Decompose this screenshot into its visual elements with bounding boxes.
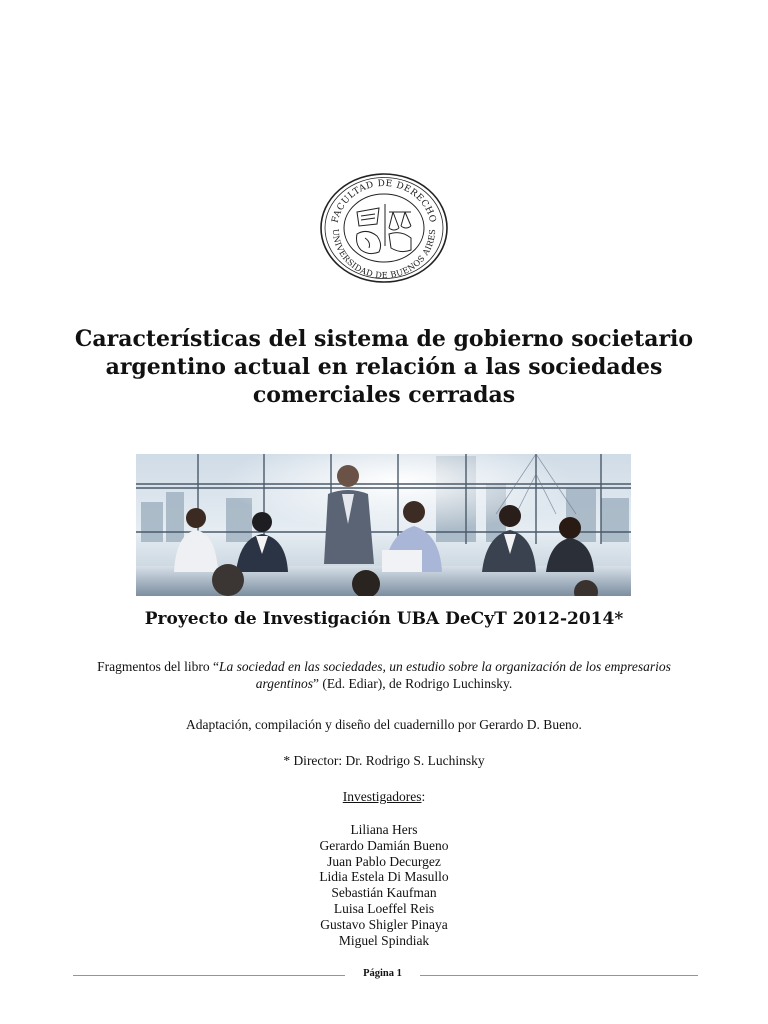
book-title: La sociedad en las sociedades, un estudio sobre la organización de los empresarios argentinos [219,659,671,691]
fragments-paragraph [70,658,698,692]
seal-bottom-text: UNIVERSIDAD DE BUENOS AIRES [330,228,438,281]
investigator-name: Juan Pablo Decurgez [327,853,441,869]
investigator-name: Luisa Loeffel Reis [333,900,435,916]
title-line-1: Características del sistema de gobierno societario [74,326,694,352]
project-title: Proyecto de Investigación UBA DeCyT 2012-2014* [144,609,624,629]
investigators-list [70,822,698,948]
fragments-suffix: ” (Ed. Ediar), de Rodrigo Luchinsky. [312,676,513,691]
document-title [60,325,708,409]
adaptation-credit: Adaptación, compilación y diseño del cuadernillo por Gerardo D. Bueno. [186,717,582,732]
meeting-photo [136,454,631,596]
investigator-name: Lidia Estela Di Masullo [319,869,449,885]
investigators-heading-label: Investigadores [342,789,422,804]
investigator-name: Liliana Hers [350,822,418,837]
investigator-name: Miguel Spindiak [338,932,430,948]
fragments-prefix: Fragmentos del libro “ [97,659,219,674]
director-credit: * Director: Dr. Rodrigo S. Luchinsky [283,753,485,768]
footer-rule-right [420,975,698,976]
investigator-name: Gustavo Shigler Pinaya [320,916,448,932]
investigator-name: Gerardo Damián Bueno [319,837,449,853]
faculty-seal-logo [319,172,449,284]
seal-top-text: FACULTAD DE DERECHO [330,178,438,225]
investigators-heading [70,788,698,805]
investigator-name: Sebastián Kaufman [331,885,437,901]
title-line-2: argentino actual en relación a las sociedades [105,354,663,380]
svg-text:FACULTAD DE DERECHO [331,179,438,224]
investigators-heading-colon: : [421,789,426,804]
footer-rule-left [73,975,345,976]
page-number: Página 1 [363,968,402,979]
title-line-3: comerciales cerradas [252,382,516,408]
